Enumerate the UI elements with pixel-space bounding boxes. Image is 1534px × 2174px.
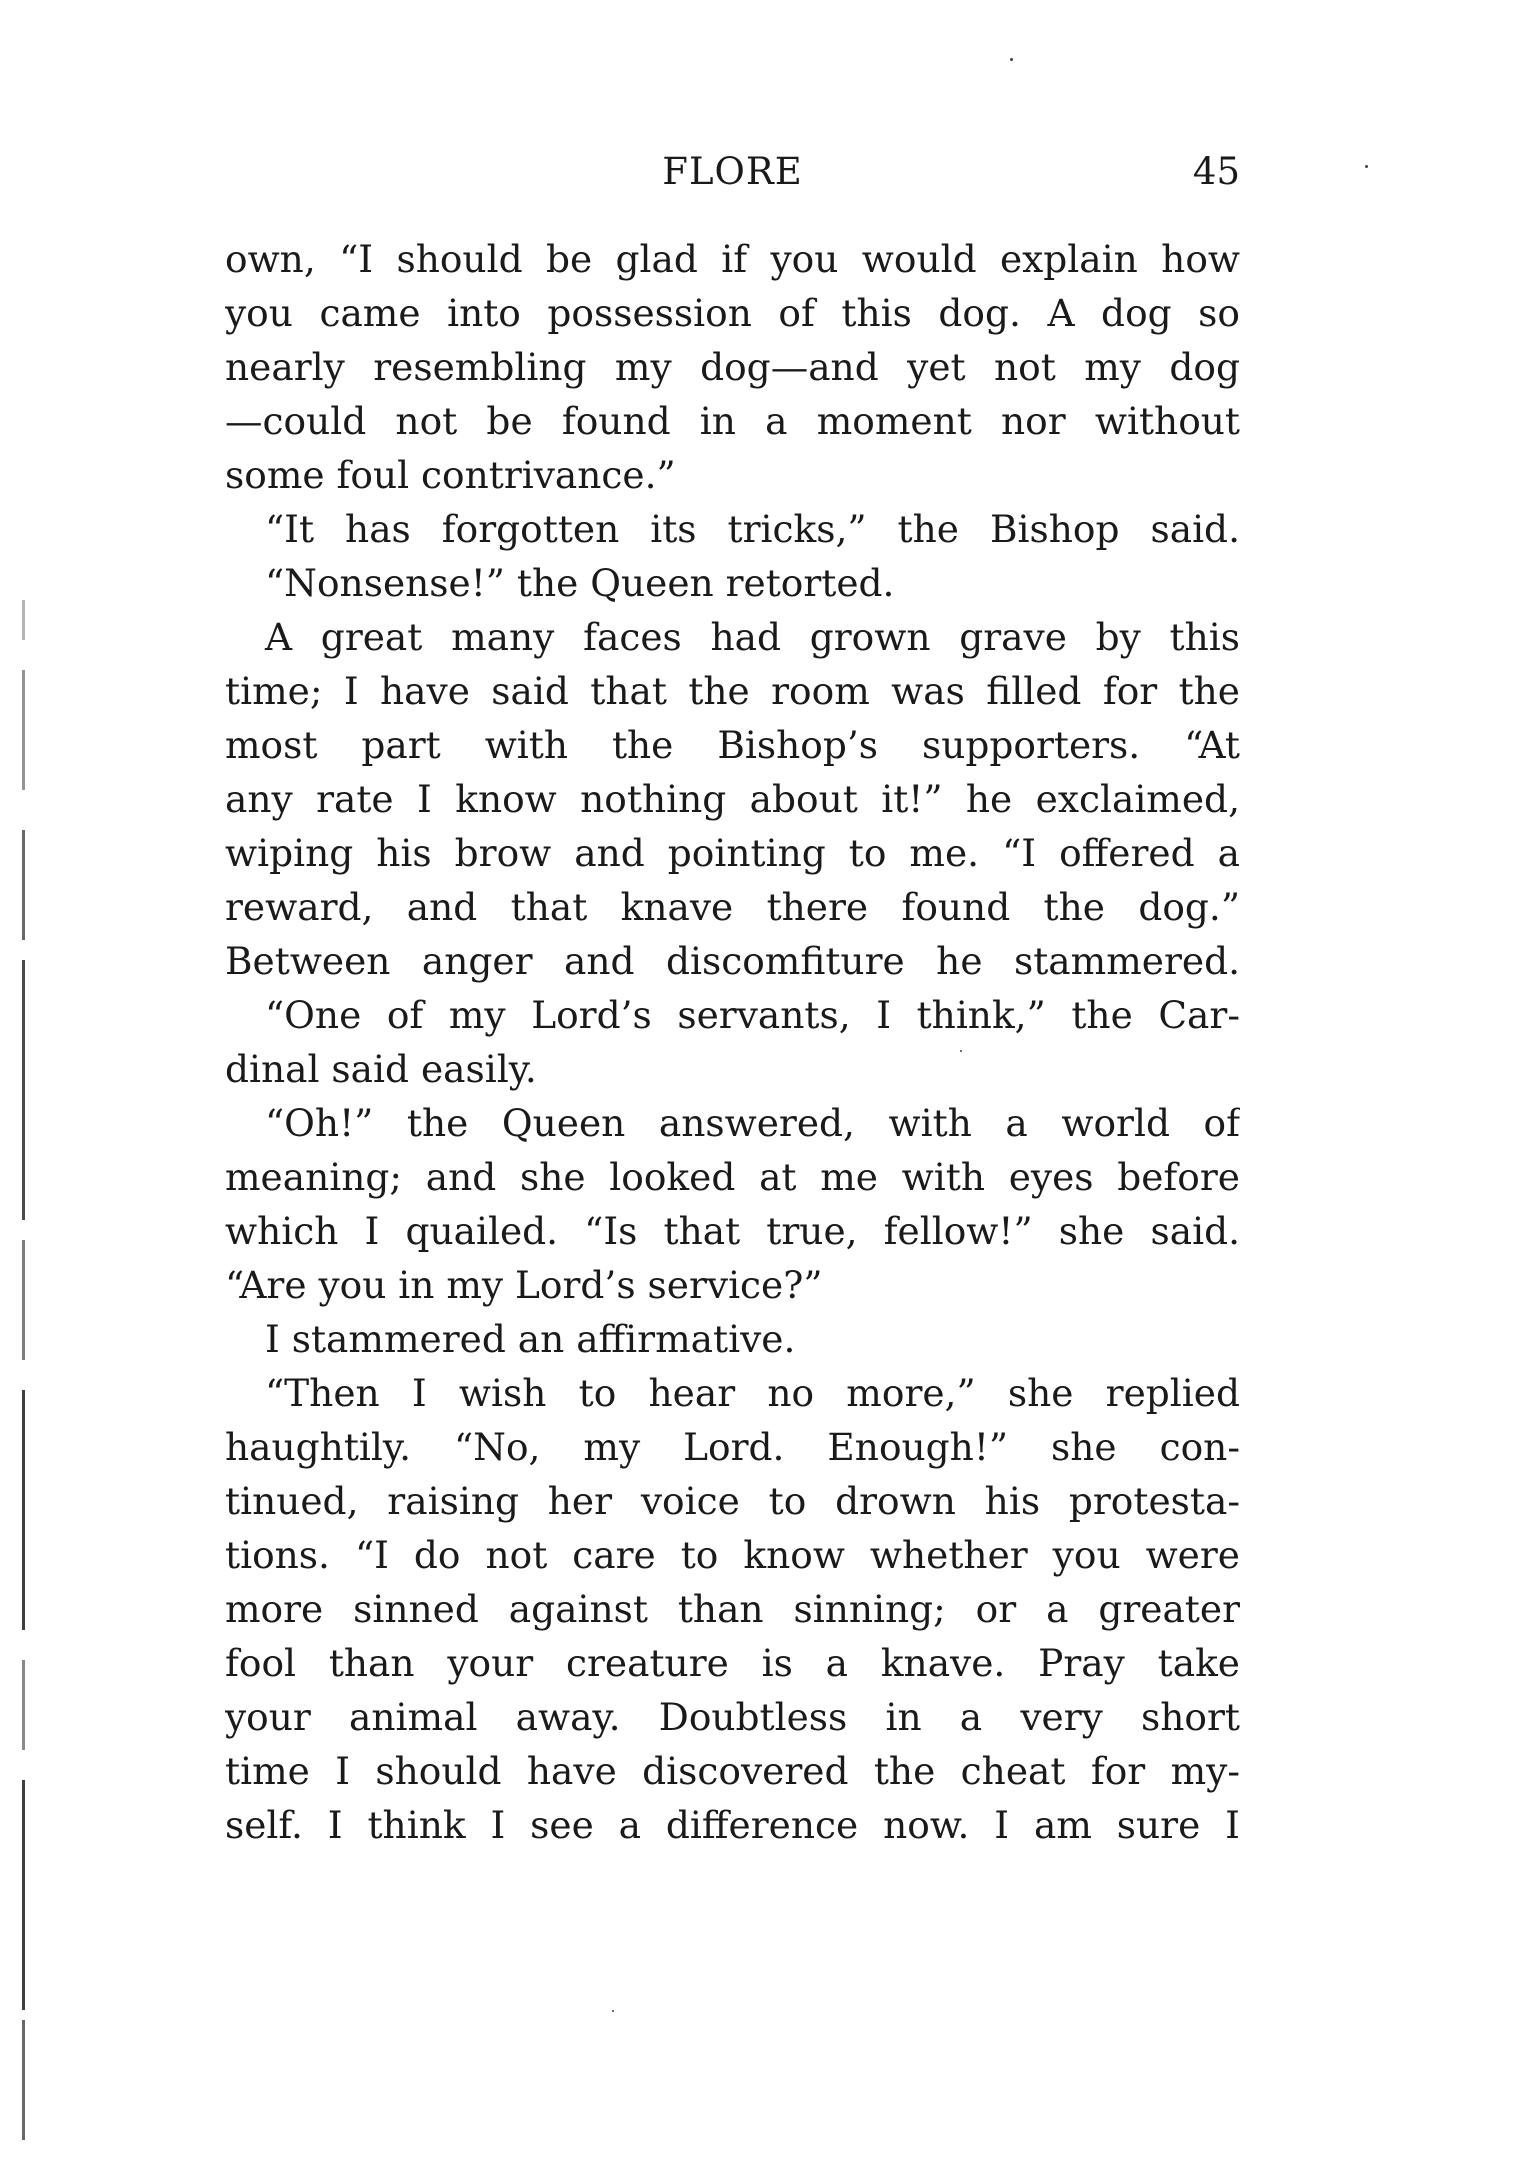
text-line: some foul contrivance.”: [225, 453, 676, 497]
text-line: nearly resembling my dog—and yet not my dog: [225, 345, 1240, 389]
text-line: haughtily. “No, my Lord. Enough!” she con-: [225, 1425, 1240, 1469]
scan-speck: [1010, 58, 1013, 61]
text-line: time; I have said that the room was filled for the: [225, 669, 1240, 713]
text-line: —could not be found in a moment nor without: [225, 399, 1240, 443]
text-line: “Then I wish to hear no more,” she replied: [265, 1371, 1240, 1415]
text-line: wiping his brow and pointing to me. “I offered a: [225, 831, 1240, 875]
text-line: reward, and that knave there found the dog.”: [225, 885, 1240, 929]
page-header: [225, 150, 1240, 200]
text-line: which I quailed. “Is that true, fellow!” she said.: [225, 1209, 1240, 1253]
text-line: dinal said easily.: [225, 1047, 537, 1091]
text-line: “Nonsense!” the Queen retorted.: [265, 561, 895, 605]
text-line: most part with the Bishop’s supporters. “At: [225, 723, 1240, 767]
text-line: “One of my Lord’s servants, I think,” the Car-: [265, 993, 1240, 1037]
text-line: self. I think I see a difference now. I am sure I: [225, 1803, 1240, 1847]
scan-speck: [1365, 165, 1368, 168]
text-line: time I should have discovered the cheat for my-: [225, 1749, 1240, 1793]
text-line: meaning; and she looked at me with eyes before: [225, 1155, 1240, 1199]
text-line: fool than your creature is a knave. Pray take: [225, 1641, 1240, 1685]
text-line: “It has forgotten its tricks,” the Bishop said.: [265, 507, 1240, 551]
text-line: own, “I should be glad if you would explain how: [225, 237, 1240, 281]
text-line: any rate I know nothing about it!” he exclaimed,: [225, 777, 1240, 821]
text-line: tinued, raising her voice to drown his protesta-: [225, 1479, 1240, 1523]
scan-speck: [612, 2010, 614, 2012]
text-line: you came into possession of this dog. A dog so: [225, 291, 1240, 335]
text-line: A great many faces had grown grave by this: [265, 615, 1240, 659]
page-number: 45: [1192, 150, 1240, 193]
text-line: tions. “I do not care to know whether you were: [225, 1533, 1240, 1577]
body-text: [225, 232, 1240, 1852]
binding-edge-shadow: [22, 600, 32, 2160]
text-line: “Are you in my Lord’s service?”: [225, 1263, 823, 1307]
running-head: FLORE: [662, 150, 803, 193]
text-line: I stammered an affirmative.: [265, 1317, 796, 1361]
text-line: Between anger and discomfiture he stammered.: [225, 939, 1240, 983]
text-line: more sinned against than sinning; or a greater: [225, 1587, 1240, 1631]
text-line: “Oh!” the Queen answered, with a world of: [265, 1101, 1240, 1145]
text-line: your animal away. Doubtless in a very short: [225, 1695, 1240, 1739]
